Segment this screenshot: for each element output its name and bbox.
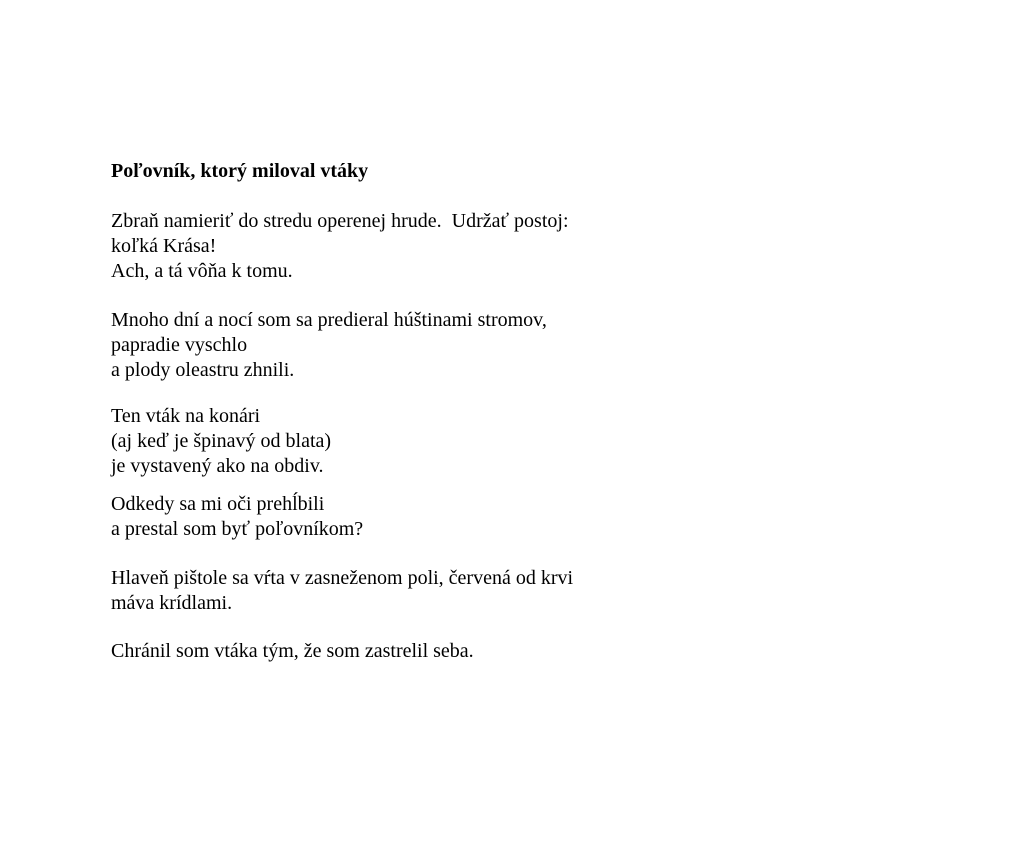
document-page [111, 159, 731, 688]
poem-line: papradie vyschlo [111, 334, 248, 356]
poem-line: (aj keď je špinavý od blata) [111, 430, 332, 452]
poem-line: Chránil som vtáka tým, že som zastrelil seba. [111, 640, 474, 662]
poem-line: a plody oleastru zhnili. [111, 359, 295, 381]
poem-line: je vystavený ako na obdiv. [111, 455, 324, 477]
stanza-6 [111, 639, 731, 664]
poem-line: Odkedy sa mi oči prehĺbili [111, 493, 325, 515]
poem-line: Mnoho dní a nocí som sa predieral húštinami stromov, [111, 309, 547, 331]
stanza-3 [111, 404, 731, 479]
poem-line: Ach, a tá vôňa k tomu. [111, 260, 293, 282]
poem-body [111, 209, 731, 664]
poem-line: Hlaveň pištole sa vŕta v zasneženom poli, červená od krvi [111, 567, 574, 589]
poem-title: Poľovník, ktorý miloval vtáky [111, 160, 369, 182]
poem-line: koľká Krása! [111, 235, 217, 257]
poem-line: Ten vták na konári [111, 405, 261, 427]
stanza-5 [111, 566, 731, 616]
stanza-2 [111, 308, 731, 383]
poem-line: a prestal som byť poľovníkom? [111, 518, 364, 540]
stanza-1 [111, 209, 731, 284]
poem-line: Zbraň namieriť do stredu operenej hrude. Udržať postoj: [111, 210, 569, 232]
stanza-4 [111, 492, 731, 542]
poem-line: máva krídlami. [111, 592, 233, 614]
